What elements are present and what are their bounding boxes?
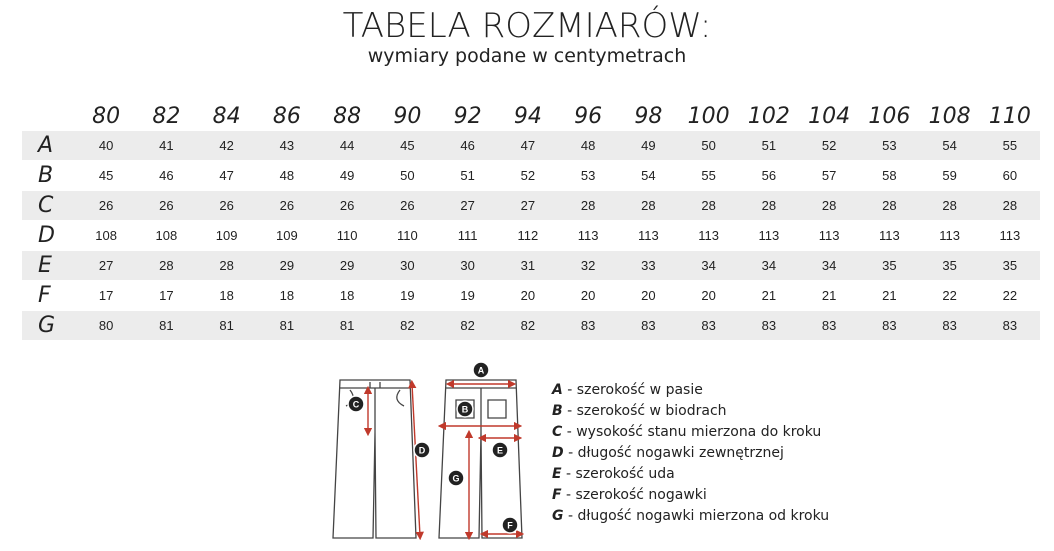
corner-cell <box>22 95 76 131</box>
table-cell: 35 <box>920 251 980 281</box>
marker-f <box>502 517 518 533</box>
marker-d <box>414 442 430 458</box>
marker-g <box>448 470 464 486</box>
size-column-header: 104 <box>808 104 851 129</box>
marker-b <box>457 401 473 417</box>
table-cell: 40 <box>76 131 136 161</box>
table-cell: 22 <box>980 281 1040 311</box>
marker-label: B <box>461 404 469 415</box>
table-cell: 20 <box>618 281 678 311</box>
table-cell: 28 <box>197 251 257 281</box>
marker-a <box>473 362 489 378</box>
table-cell: 48 <box>257 161 317 191</box>
table-cell: 35 <box>859 251 919 281</box>
row-label: A <box>22 131 76 161</box>
size-column-header: 110 <box>988 104 1031 129</box>
table-cell: 49 <box>618 131 678 161</box>
legend-item <box>552 422 829 443</box>
table-cell: 108 <box>136 221 196 251</box>
size-table-body <box>22 131 1040 341</box>
table-cell: 82 <box>438 311 498 341</box>
table-cell: 59 <box>920 161 980 191</box>
legend-letter: D <box>552 445 564 461</box>
table-cell: 80 <box>76 311 136 341</box>
table-row <box>22 191 1040 221</box>
table-row <box>22 311 1040 341</box>
table-cell: 28 <box>859 191 919 221</box>
table-cell: 26 <box>377 191 437 221</box>
size-table <box>22 95 1040 341</box>
table-cell: 109 <box>197 221 257 251</box>
back-trousers-outline <box>439 380 522 538</box>
table-cell: 33 <box>618 251 678 281</box>
table-cell: 55 <box>980 131 1040 161</box>
table-cell: 47 <box>197 161 257 191</box>
legend-text: - szerokość w pasie <box>562 382 703 398</box>
table-cell: 113 <box>558 221 618 251</box>
row-label: D <box>22 221 76 251</box>
table-cell: 53 <box>859 131 919 161</box>
table-row <box>22 161 1040 191</box>
legend-item <box>552 443 829 464</box>
table-cell: 27 <box>498 191 558 221</box>
marker-c <box>348 396 364 412</box>
row-label: C <box>22 191 76 221</box>
table-cell: 57 <box>799 161 859 191</box>
table-cell: 46 <box>438 131 498 161</box>
table-cell: 58 <box>859 161 919 191</box>
table-cell: 110 <box>317 221 377 251</box>
table-cell: 113 <box>739 221 799 251</box>
marker-label: G <box>452 473 460 484</box>
size-column-header: 82 <box>152 104 181 129</box>
size-column-header: 88 <box>333 104 362 129</box>
table-cell: 21 <box>739 281 799 311</box>
table-cell: 60 <box>980 161 1040 191</box>
measurement-lines <box>368 384 520 536</box>
table-cell: 26 <box>257 191 317 221</box>
table-cell: 51 <box>739 131 799 161</box>
row-label: B <box>22 161 76 191</box>
table-cell: 50 <box>377 161 437 191</box>
front-trousers-outline <box>333 380 416 538</box>
marker-label: E <box>496 445 504 456</box>
table-cell: 27 <box>438 191 498 221</box>
size-column-header: 102 <box>747 104 790 129</box>
table-cell: 83 <box>920 311 980 341</box>
table-cell: 82 <box>498 311 558 341</box>
table-cell: 29 <box>317 251 377 281</box>
table-cell: 54 <box>618 161 678 191</box>
legend-text: - szerokość uda <box>561 466 675 482</box>
marker-label: F <box>507 520 513 531</box>
table-cell: 55 <box>679 161 739 191</box>
legend-text: - szerokość w biodrach <box>562 403 727 419</box>
row-label: E <box>22 251 76 281</box>
table-cell: 20 <box>679 281 739 311</box>
table-cell: 21 <box>799 281 859 311</box>
table-cell: 51 <box>438 161 498 191</box>
size-column-header: 86 <box>272 104 301 129</box>
table-row <box>22 281 1040 311</box>
table-cell: 28 <box>618 191 678 221</box>
row-label: G <box>22 311 76 341</box>
table-cell: 18 <box>197 281 257 311</box>
row-label: F <box>22 281 76 311</box>
table-cell: 50 <box>679 131 739 161</box>
size-column-header: 100 <box>687 104 730 129</box>
table-cell: 29 <box>257 251 317 281</box>
table-cell: 30 <box>377 251 437 281</box>
table-cell: 28 <box>980 191 1040 221</box>
trousers-diagram <box>328 360 528 550</box>
table-cell: 34 <box>739 251 799 281</box>
table-cell: 41 <box>136 131 196 161</box>
table-cell: 32 <box>558 251 618 281</box>
table-cell: 82 <box>377 311 437 341</box>
table-cell: 113 <box>679 221 739 251</box>
table-cell: 22 <box>920 281 980 311</box>
table-cell: 35 <box>980 251 1040 281</box>
table-cell: 17 <box>136 281 196 311</box>
size-column-header: 106 <box>868 104 911 129</box>
table-cell: 20 <box>558 281 618 311</box>
table-cell: 28 <box>739 191 799 221</box>
table-cell: 54 <box>920 131 980 161</box>
table-cell: 83 <box>799 311 859 341</box>
table-cell: 111 <box>438 221 498 251</box>
size-column-header: 80 <box>92 104 121 129</box>
legend-item <box>552 485 829 506</box>
table-cell: 30 <box>438 251 498 281</box>
table-cell: 113 <box>799 221 859 251</box>
marker-label: D <box>418 445 426 456</box>
table-cell: 83 <box>980 311 1040 341</box>
table-cell: 47 <box>498 131 558 161</box>
marker-e <box>492 442 508 458</box>
legend-text: - szerokość nogawki <box>561 487 707 503</box>
table-cell: 28 <box>799 191 859 221</box>
table-cell: 46 <box>136 161 196 191</box>
table-cell: 45 <box>377 131 437 161</box>
table-cell: 113 <box>859 221 919 251</box>
table-cell: 27 <box>76 251 136 281</box>
table-cell: 81 <box>136 311 196 341</box>
legend-item <box>552 380 829 401</box>
table-cell: 52 <box>799 131 859 161</box>
table-cell: 26 <box>317 191 377 221</box>
table-cell: 83 <box>739 311 799 341</box>
legend-letter: C <box>552 424 563 440</box>
marker-label: A <box>477 365 485 376</box>
legend-text: - wysokość stanu mierzona do kroku <box>562 424 822 440</box>
legend-text: - długość nogawki zewnętrznej <box>563 445 784 461</box>
table-cell: 52 <box>498 161 558 191</box>
table-cell: 113 <box>920 221 980 251</box>
size-column-header: 92 <box>453 104 482 129</box>
marker-label: C <box>352 399 360 410</box>
table-row <box>22 221 1040 251</box>
table-cell: 31 <box>498 251 558 281</box>
table-cell: 81 <box>257 311 317 341</box>
table-cell: 45 <box>76 161 136 191</box>
table-cell: 48 <box>558 131 618 161</box>
table-cell: 28 <box>558 191 618 221</box>
legend-item <box>552 506 829 527</box>
table-cell: 21 <box>859 281 919 311</box>
table-cell: 110 <box>377 221 437 251</box>
table-cell: 83 <box>859 311 919 341</box>
table-cell: 83 <box>679 311 739 341</box>
table-cell: 81 <box>197 311 257 341</box>
size-column-header: 90 <box>393 104 422 129</box>
table-cell: 113 <box>980 221 1040 251</box>
table-cell: 34 <box>799 251 859 281</box>
table-cell: 42 <box>197 131 257 161</box>
table-cell: 26 <box>136 191 196 221</box>
table-cell: 18 <box>257 281 317 311</box>
legend-item <box>552 401 829 422</box>
table-cell: 83 <box>558 311 618 341</box>
page-title: TABELA ROZMIARÓW: <box>342 6 712 46</box>
table-cell: 56 <box>739 161 799 191</box>
table-cell: 18 <box>317 281 377 311</box>
table-cell: 26 <box>197 191 257 221</box>
table-cell: 81 <box>317 311 377 341</box>
table-cell: 19 <box>438 281 498 311</box>
table-cell: 112 <box>498 221 558 251</box>
legend-letter: E <box>552 466 562 482</box>
legend-letter: G <box>552 508 564 524</box>
table-cell: 44 <box>317 131 377 161</box>
table-cell: 108 <box>76 221 136 251</box>
table-cell: 53 <box>558 161 618 191</box>
table-cell: 34 <box>679 251 739 281</box>
table-cell: 49 <box>317 161 377 191</box>
legend-item <box>552 464 829 485</box>
table-cell: 109 <box>257 221 317 251</box>
size-column-header: 94 <box>513 104 542 129</box>
size-column-header: 84 <box>212 104 241 129</box>
table-cell: 28 <box>679 191 739 221</box>
table-cell: 17 <box>76 281 136 311</box>
size-column-header: 96 <box>574 104 603 129</box>
size-header-row <box>22 95 1040 131</box>
table-cell: 20 <box>498 281 558 311</box>
page-subtitle: wymiary podane w centymetrach <box>367 45 687 67</box>
legend-text: - długość nogawki mierzona od kroku <box>563 508 830 524</box>
table-cell: 43 <box>257 131 317 161</box>
table-cell: 26 <box>76 191 136 221</box>
table-cell: 19 <box>377 281 437 311</box>
table-cell: 28 <box>136 251 196 281</box>
table-row <box>22 131 1040 161</box>
table-cell: 113 <box>618 221 678 251</box>
table-cell: 28 <box>920 191 980 221</box>
size-column-header: 108 <box>928 104 971 129</box>
legend-letter: B <box>552 403 563 419</box>
size-column-header: 98 <box>634 104 663 129</box>
legend-letter: A <box>552 382 563 398</box>
table-cell: 83 <box>618 311 678 341</box>
measurement-legend <box>552 380 829 527</box>
table-row <box>22 251 1040 281</box>
legend-letter: F <box>552 487 562 503</box>
